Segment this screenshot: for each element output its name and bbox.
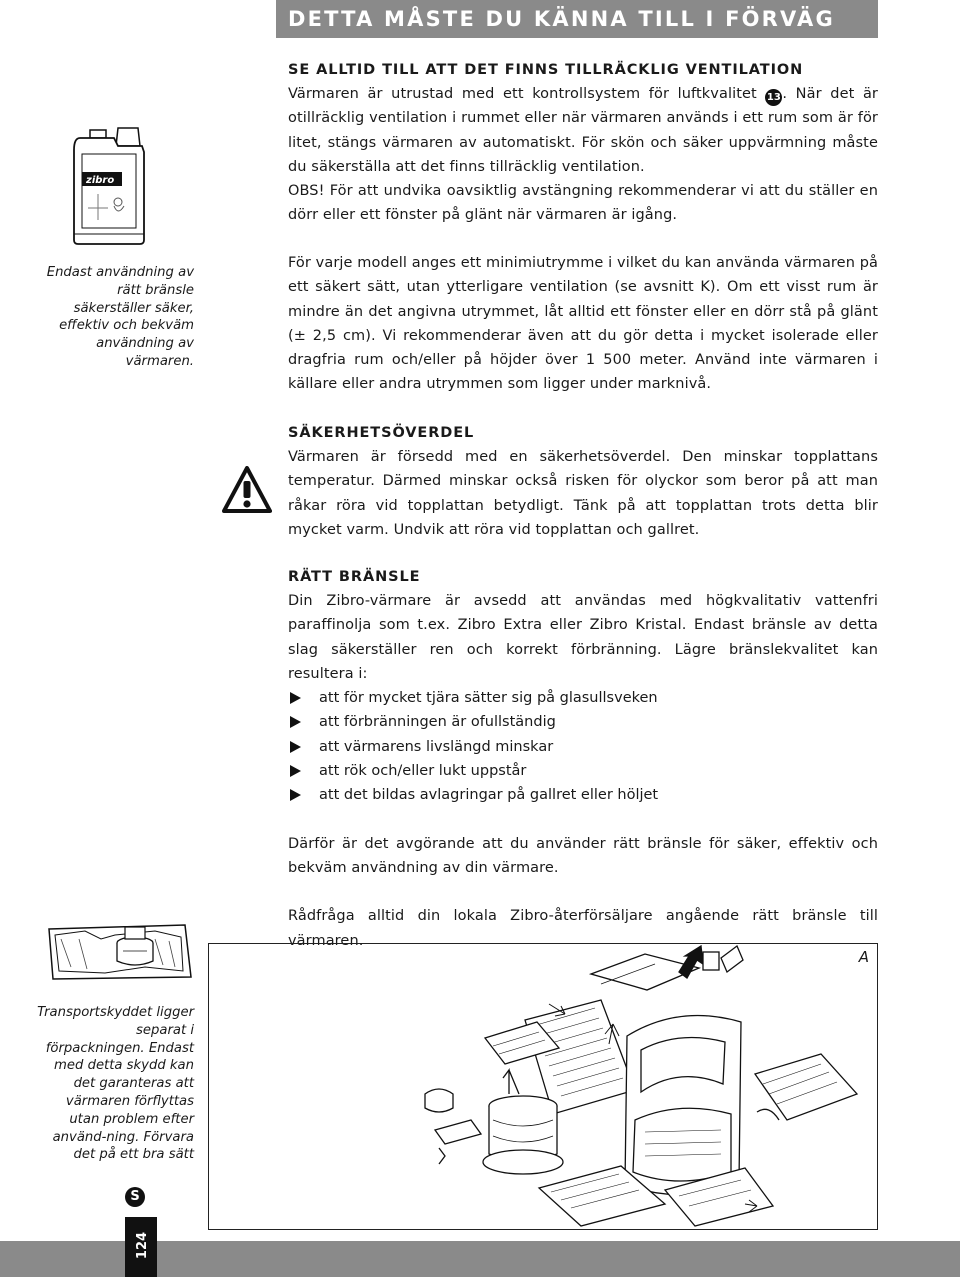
ventilation-paragraph-3: För varje modell anges ett minimiutrymme i vilket du kan använda värmaren på ett säkert sätt, utan ytterligare ventilation (se avsnitt K). Om ett visst rum är mindre än det angivna utrymmet, låt alltid ett fönster eller en dörr stå på glänt (± 2,5 cm). Vi rekommenderar även att du gör detta i mycket isolerade eller dragfria rum och/eller på höjder över 1 500 meter. Använd inte värmaren i källare eller andra utrymmen som ligger under marknivå.	[288, 255, 878, 393]
fuel-paragraph-1: Din Zibro-värmare är avsedd att användas med högkvalitativ vattenfri paraffinolja som t.ex. Zibro Extra eller Zibro Kristal. Endast bränsle av detta slag säkerställer ren och korrekt förbränning. Lägre bränslekvalitet kan resultera i:	[288, 593, 878, 682]
page-number-box	[125, 1217, 157, 1277]
section-fuel	[288, 567, 878, 953]
list-item: att förbränningen är ofullständig	[288, 710, 878, 734]
callout-number-badge: 13	[765, 89, 782, 106]
safety-paragraph: Värmaren är försedd med en säkerhetsöverdel. Den minskar topplattans temperatur. Därmed minskar också risken för olyckor som beror på att man råkar röra vid topplattan betydligt. Tänk på att topplattan trots detta blir mycket varm. Undvik att röra vid topplattan och gallret.	[288, 449, 878, 538]
diagram-label: A	[858, 948, 869, 966]
list-item: att värmarens livslängd minskar	[288, 735, 878, 759]
fuel-paragraph-3: Rådfråga alltid din lokala Zibro-återförsäljare angående rätt bränsle till värmaren.	[288, 908, 878, 949]
fuel-bullet-list	[288, 686, 878, 807]
ventilation-paragraph-1: Värmaren är utrustad med ett kontrollsystem för luftkvalitet 13. När det är otillräcklig ventilation i rummet eller när värmaren används i ett rum som är för litet, stängs värmaren av automatiskt. För skön och säker uppvärmning måste du säkerställa att det finns tillräcklig ventilation.	[288, 86, 878, 175]
transport-protection-illustration	[45, 917, 195, 983]
fuel-canister-illustration	[68, 124, 148, 248]
bullet-arrow-icon	[290, 741, 301, 753]
canister-logo-text: zibro	[86, 175, 115, 186]
section-ventilation	[288, 60, 878, 228]
sidenote-transport: Transportskyddet ligger separat i förpackningen. Endast med detta skydd kan det garanteras att värmaren förflyttas utan problem efter använd-ning. Förvara det på ett bra sätt	[37, 1005, 194, 1163]
section-heading: SE ALLTID TILL ATT DET FINNS TILLRÄCKLIG VENTILATION	[288, 62, 804, 78]
warning-triangle-icon	[222, 466, 272, 514]
section-heading: SÄKERHETSÖVERDEL	[288, 425, 475, 441]
sidenote-fuel: Endast användning av rätt bränsle säkerställer säker, effektiv och bekväm användning av värmaren.	[46, 265, 194, 369]
exploded-diagram-frame	[208, 943, 878, 1230]
bullet-arrow-icon	[290, 692, 301, 704]
bullet-arrow-icon	[290, 789, 301, 801]
section-min-space	[288, 251, 878, 397]
section-safety-cover	[288, 423, 878, 542]
list-item: att det bildas avlagringar på gallret eller höljet	[288, 783, 878, 807]
page-number: 124	[135, 1231, 151, 1260]
list-item: att rök och/eller lukt uppstår	[288, 759, 878, 783]
bullet-arrow-icon	[290, 765, 301, 777]
list-item: att för mycket tjära sätter sig på glasullsveken	[288, 686, 878, 710]
bullet-arrow-icon	[290, 716, 301, 728]
ventilation-paragraph-2: OBS! För att undvika oavsiktlig avstängning rekommenderar vi att du ställer en dörr eller ett fönster på glänt när värmaren är igång.	[288, 183, 878, 224]
heater-exploded-diagram	[209, 944, 877, 1229]
fuel-paragraph-2: Därför är det avgörande att du använder rätt bränsle för säker, effektiv och bekväm användning av din värmare.	[288, 835, 878, 876]
section-heading: RÄTT BRÄNSLE	[288, 569, 421, 585]
page-title: DETTA MÅSTE DU KÄNNA TILL I FÖRVÄG	[276, 0, 878, 38]
language-tag: S	[125, 1187, 145, 1207]
